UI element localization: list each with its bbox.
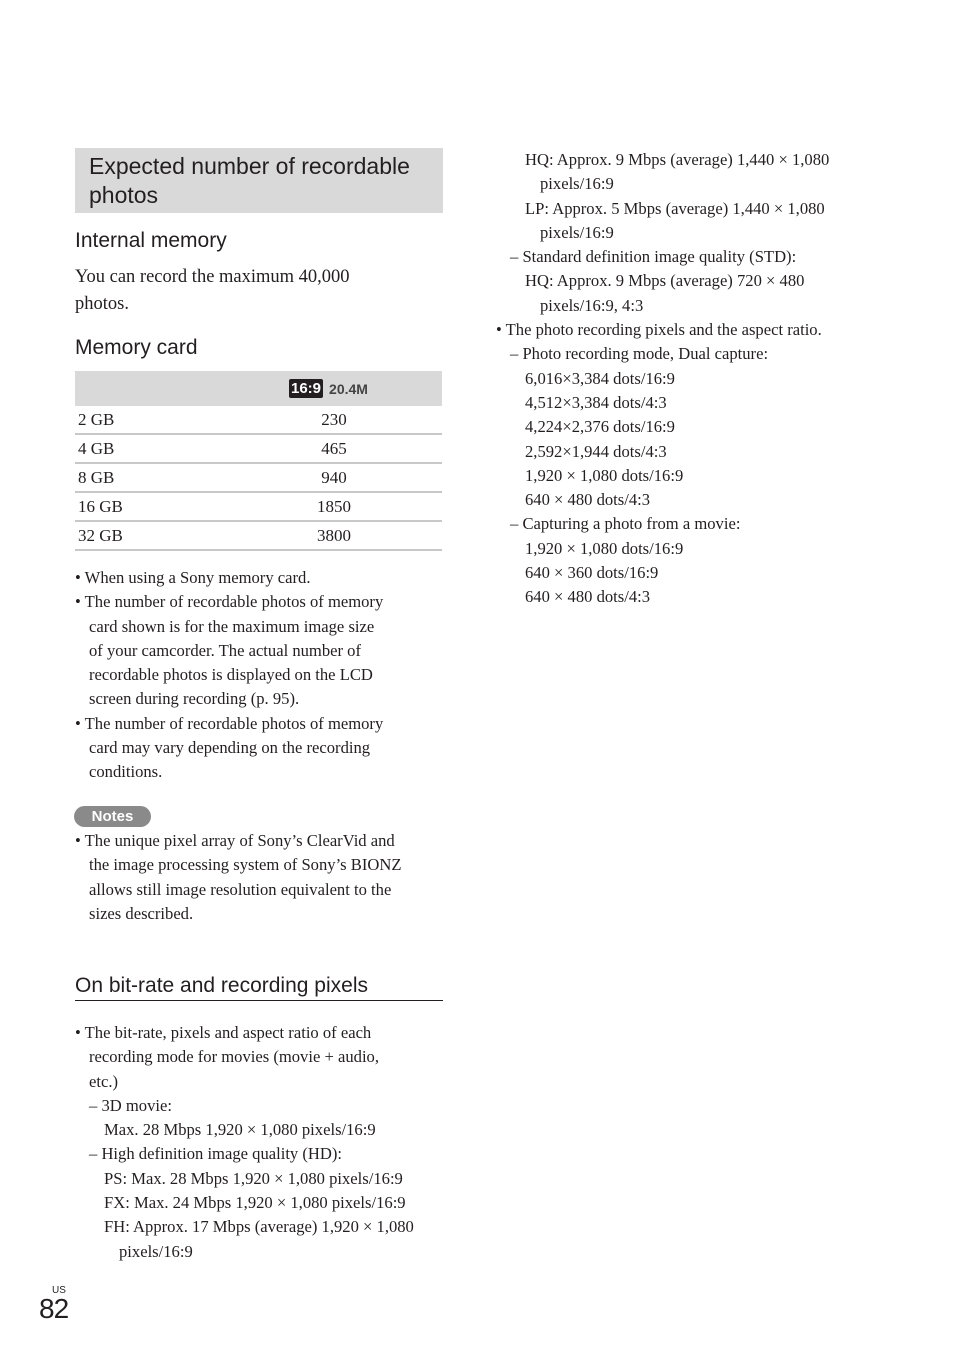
memory-card-heading: Memory card (75, 336, 198, 359)
table-row (75, 492, 442, 521)
bullet-line: of your camcorder. The actual number of (89, 640, 361, 660)
spec-line: pixels/16:9 (540, 174, 614, 194)
count-cell: 940 (226, 463, 442, 492)
spec-line: pixels/16:9, 4:3 (540, 295, 644, 315)
spec-line: Max. 28 Mbps 1,920 × 1,080 pixels/16:9 (104, 1120, 376, 1140)
note-line: sizes described. (89, 903, 194, 923)
bullet-line: card may vary depending on the recording (89, 738, 371, 758)
capacity-cell: 4 GB (75, 434, 226, 463)
bullet-line: • The number of recordable photos of memory (75, 592, 384, 612)
count-cell: 3800 (226, 521, 442, 550)
page-number: 82 (39, 1293, 69, 1324)
capacity-cell: 16 GB (75, 492, 226, 521)
spec-line: 4,224×2,376 dots/16:9 (525, 417, 675, 437)
section-title-box (75, 148, 443, 213)
spec-line: HQ: Approx. 9 Mbps (average) 1,440 × 1,080 (525, 150, 830, 169)
image-size-label: 20.4M (329, 380, 368, 397)
spec-line: 640 × 360 dots/16:9 (525, 563, 659, 583)
notes-text (75, 829, 401, 926)
spec-line: pixels/16:9 (119, 1241, 193, 1261)
bitrate-heading: On bit-rate and recording pixels (75, 974, 368, 997)
bullet-line: • The number of recordable photos of memory (75, 713, 384, 733)
spec-line: FH: Approx. 17 Mbps (average) 1,920 × 1,080 (104, 1217, 414, 1237)
table-row (75, 521, 442, 550)
spec-line: 1,920 × 1,080 dots/16:9 (525, 465, 684, 485)
note-line: allows still image resolution equivalent to the (89, 879, 392, 899)
spec-line: 1,920 × 1,080 dots/16:9 (525, 538, 684, 558)
spec-line: – 3D movie: (89, 1095, 172, 1115)
spec-line: etc.) (89, 1071, 119, 1091)
spec-line: – Capturing a photo from a movie: (510, 514, 741, 534)
bullet-line: screen during recording (p. 95). (89, 689, 300, 709)
notes-badge: Notes (74, 806, 151, 827)
memory-card-table (75, 371, 442, 551)
section-title-line1: Expected number of recordable (89, 153, 410, 179)
note-line: • The unique pixel array of Sony’s ClearVid and (75, 831, 395, 850)
spec-line: 2,592×1,944 dots/4:3 (525, 441, 667, 461)
bullet-line: conditions. (89, 762, 163, 782)
count-cell: 465 (226, 434, 442, 463)
capacity-cell: 32 GB (75, 521, 226, 550)
capacity-cell: 8 GB (75, 463, 226, 492)
spec-line: recording mode for movies (movie + audio, (89, 1047, 379, 1067)
spec-line: 4,512×3,384 dots/4:3 (525, 392, 667, 412)
table-header (75, 371, 442, 406)
spec-line: • The bit-rate, pixels and aspect ratio of each (75, 1023, 372, 1042)
section-title-line2: photos (89, 182, 159, 208)
note-line: the image processing system of Sony’s BIONZ (89, 855, 402, 875)
spec-line: FX: Max. 24 Mbps 1,920 × 1,080 pixels/16:9 (104, 1193, 406, 1213)
internal-memory-body-line1: You can record the maximum 40,000 (75, 267, 350, 287)
bitrate-right-column (496, 148, 829, 610)
bullet-line: • When using a Sony memory card. (75, 568, 311, 587)
table-row (75, 463, 442, 492)
bullet-line: recordable photos is displayed on the LCD (89, 665, 373, 685)
spec-line: 640 × 480 dots/4:3 (525, 587, 651, 607)
table-row (75, 406, 442, 434)
capacity-cell: 2 GB (75, 406, 226, 434)
spec-line: pixels/16:9 (540, 222, 614, 242)
memory-card-notes (75, 566, 383, 785)
spec-line: – Photo recording mode, Dual capture: (510, 344, 769, 364)
table-header-row (75, 371, 442, 406)
table-row (75, 434, 442, 463)
spec-line: 640 × 480 dots/4:3 (525, 490, 651, 510)
spec-line: – Standard definition image quality (STD): (510, 247, 797, 267)
internal-memory-heading: Internal memory (75, 229, 227, 252)
bitrate-left-column (75, 1021, 414, 1264)
aspect-16-9-icon: 16:9 (291, 380, 322, 397)
spec-line: PS: Max. 28 Mbps 1,920 × 1,080 pixels/16:9 (104, 1168, 403, 1188)
spec-line: 6,016×3,384 dots/16:9 (525, 368, 675, 388)
spec-line: – High definition image quality (HD): (89, 1144, 343, 1164)
internal-memory-body-line2: photos. (75, 294, 129, 314)
spec-line: HQ: Approx. 9 Mbps (average) 720 × 480 (525, 271, 805, 291)
spec-line: LP: Approx. 5 Mbps (average) 1,440 × 1,080 (525, 198, 825, 218)
spec-line: • The photo recording pixels and the aspect ratio. (496, 320, 822, 340)
region-label: US (52, 1285, 66, 1296)
internal-memory-body (75, 264, 350, 318)
bullet-line: card shown is for the maximum image size (89, 616, 375, 636)
count-cell: 230 (226, 406, 442, 434)
heading-underline (75, 1000, 443, 1001)
count-cell: 1850 (226, 492, 442, 521)
